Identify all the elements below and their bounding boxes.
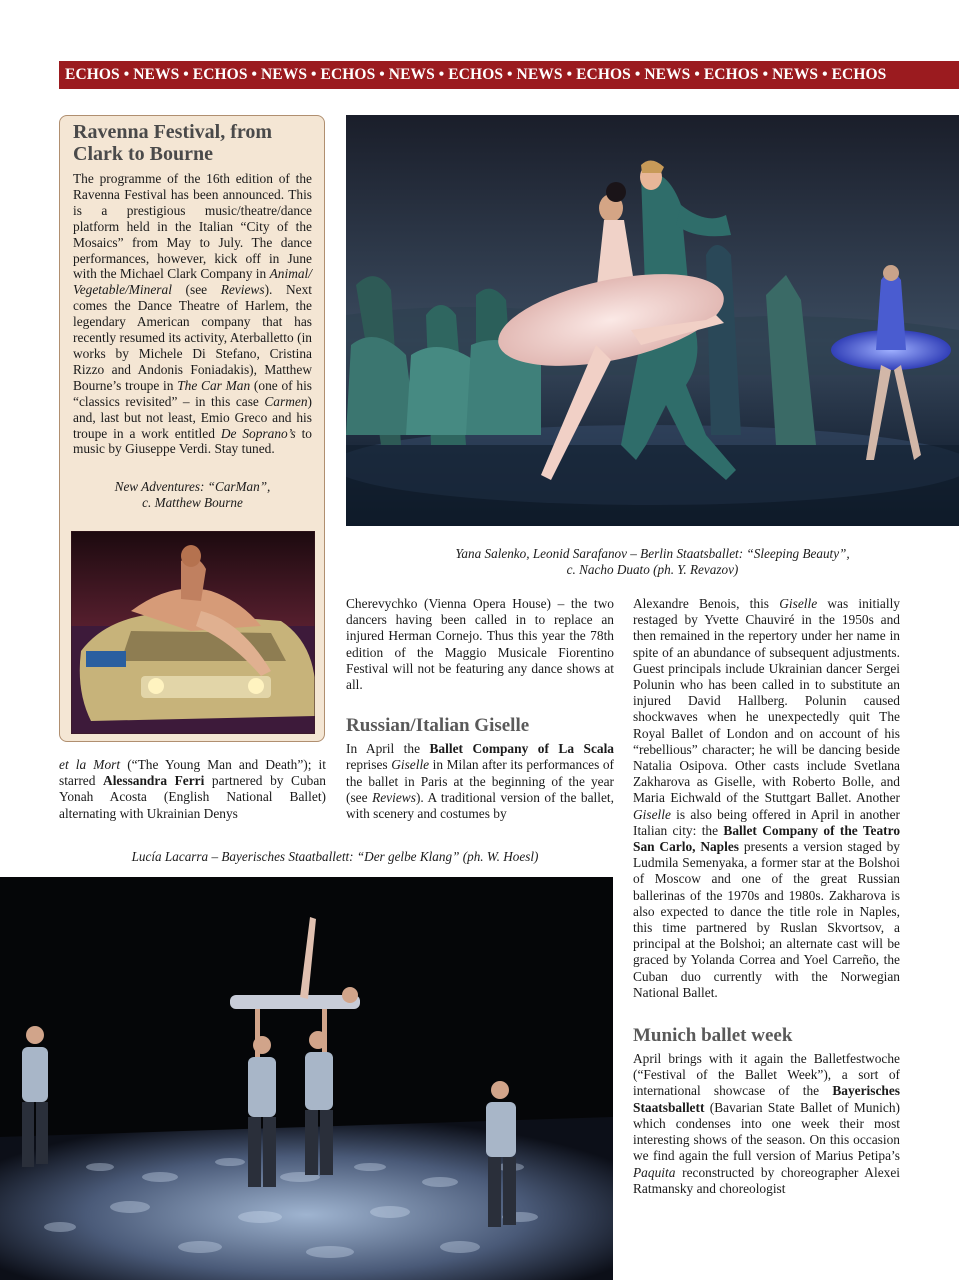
- carman-photo: [71, 531, 315, 734]
- sidebar-photo-caption: New Adventures: “CarMan”, c. Matthew Bourne: [114, 479, 271, 511]
- column-3-paragraph-1: Alexandre Benois, this Giselle was initially restaged by Yvette Chauviré in the 1950s and then remained in the repertory under her name in spite of an abundance of subsequent adjustments. Guest principals include Ukrainian dancer Sergei Polunin who has been called in to substitute an injured David Hallberg. Polunin caused shockwaves when he unexpectedly quit The Royal Ballet of London and on account of his “rebellious” character; he will be dancing beside Natalia Osipova. Other casts include Svetlana Zakharova as Giselle, with Roberto Bolle, and Maria Eichwald of the Stuttgart Ballet. Another Giselle is also being offered in April in another Italian city: the Ballet Company of the Teatro San Carlo, Naples presents a version staged by Ludmila Semenyaka, a former star at the Bolshoi of Moscow and one of the great Russian ballerinas of the 1970s and 1980s. Zakharova is also expected to dance the title role in Naples, this time partnered by Ruslan Skvortsov, a principal at the Bolshoi; an alternate cast will be graced by Yolanda Correa and Yoel Carreño, the Cuban duo currently with the Norwegian National Ballet.: [633, 596, 901, 1000]
- column-1-text: et la Mort (“The Young Man and Death”); it starred Alessandra Ferri partnered by Cuban Yonah Acosta (English National Ballet) alternating with Ukrainian Denys: [59, 757, 327, 821]
- column-2-paragraph-2: In April the Ballet Company of La Scala reprises Giselle in Milan after its performances of the ballet in Paris at the beginning of the year (see Reviews). A traditional version of the ballet, with scenery and costumes by: [346, 741, 614, 822]
- sleeping-beauty-photo: [346, 115, 959, 526]
- sidebar-box: [59, 115, 325, 742]
- section-banner: ECHOS • NEWS • ECHOS • NEWS • ECHOS • NEWS • ECHOS • NEWS • ECHOS • NEWS • ECHOS • NEWS • ECHOS: [59, 61, 959, 89]
- der-gelbe-klang-photo: [0, 877, 613, 1280]
- column-3: [633, 596, 900, 1197]
- column-3-paragraph-2: April brings with it again the Balletfestwoche (“Festival of the Ballet Week”), a sort of international showcase of the Bayerisches Staatsballett (Bavarian State Ballet of Munich) which condenses into one week their most interesting shows of the season. On this occasion we find again the full version of Marius Petipa’s Paquita reconstructed by choreographer Alexei Ratmansky and choreologist: [633, 1051, 900, 1196]
- sidebar-body: The programme of the 16th edition of the Ravenna Festival has been announced. This is a prestigious music/theatre/dance platform held in the Italian “City of the Mosaics” from May to July. The dance performances, however, kick off in June with the Michael Clark Company in Animal/ Vegetable/Mineral (see Reviews). Next comes the Dance Theatre of Harlem, the legendary American company that has recently resumed its activity, Aterballetto (in works by Michele Di Stefano, Cristina Rizzo and Andonis Foniadakis), Matthew Bourne’s troupe in The Car Man (one of his “classics revisited” – in this case Carmen) and, last but not least, Emio Greco and his troupe in a work entitled De Soprano’s to music by Giuseppe Verdi. Stay tuned.: [73, 171, 312, 457]
- sidebar-title: Ravenna Festival, from Clark to Bourne: [73, 121, 273, 165]
- heading-russian-italian-giselle: Russian/Italian Giselle: [346, 715, 530, 737]
- column-1: [59, 757, 326, 822]
- column-2: [346, 596, 614, 822]
- bottom-photo-caption: Lucía Lacarra – Bayerisches Staatballett: “Der gelbe Klang” (ph. W. Hoesl): [131, 849, 539, 864]
- main-photo-caption: Yana Salenko, Leonid Sarafanov – Berlin Staatsballet: “Sleeping Beauty”, c. Nacho Duato (ph. Y. Revazov): [455, 546, 850, 577]
- column-2-paragraph-1: Cherevychko (Vienna Opera House) – the two dancers having been called in to replace an injured Herman Cornejo. Thus this year the 78th edition of the Maggio Musicale Fiorentino Festival will not be featuring any dance shows at all.: [346, 596, 614, 693]
- heading-munich-ballet-week: Munich ballet week: [633, 1025, 793, 1047]
